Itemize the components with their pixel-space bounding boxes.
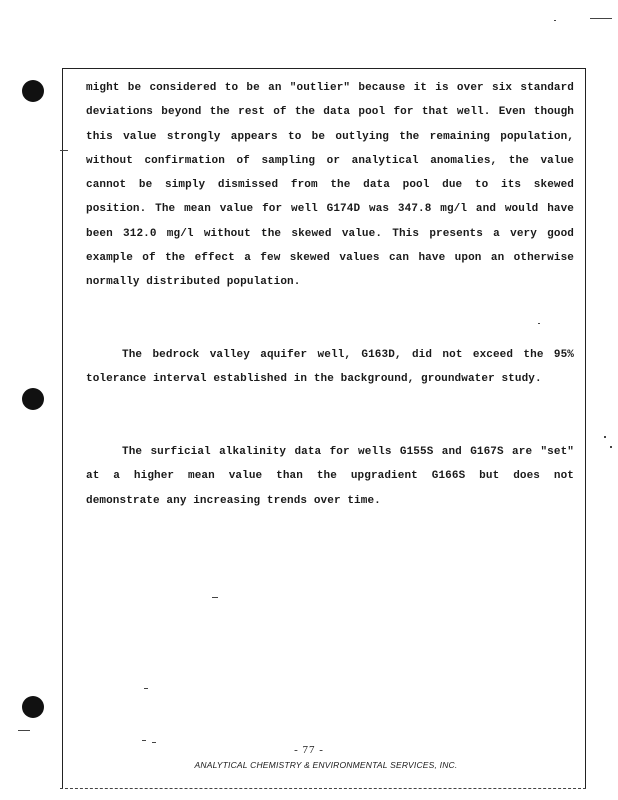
scan-speck (18, 730, 30, 731)
page-number: - 77 - (294, 744, 324, 756)
binder-hole (22, 696, 44, 718)
scan-speck (60, 150, 68, 151)
scan-speck (610, 446, 612, 448)
scan-speck (212, 597, 218, 598)
footer-company-name: ANALYTICAL CHEMISTRY & ENVIRONMENTAL SERVICES, INC. (194, 760, 458, 770)
scan-speck (590, 18, 612, 19)
scan-speck (152, 742, 156, 743)
scan-speck (538, 323, 540, 324)
scan-speck (144, 688, 148, 689)
paragraph-outlier-discussion: might be considered to be an "outlier" because it is over six standard deviations beyond the rest of the data pool for that well. Even though this value strongly appears to be outlying the remaining population, without confirmation of sampling or analytical anomalies, the value cannot be simply dismissed from the data pool due to its skewed position. The mean value for well G174D was 347.8 mg/l and would have been 312.0 mg/l without the skewed value. This presents a very good example of the effect a few skewed values can have upon an otherwise normally distributed population. (86, 82, 574, 289)
page-bottom-edge (60, 788, 586, 789)
paragraph-bedrock-well: The bedrock valley aquifer well, G163D, did not exceed the 95% tolerance interval established in the background, groundwater study. (86, 349, 574, 386)
binder-hole (22, 388, 44, 410)
scan-speck (554, 20, 556, 21)
binder-hole (22, 80, 44, 102)
scan-speck (142, 740, 146, 741)
paragraph-surficial-alkalinity: The surficial alkalinity data for wells G155S and G167S are "set" at a higher mean value than the upgradient G166S but does not demonstrate any increasing trends over time. (86, 446, 574, 507)
scan-speck (604, 436, 606, 438)
